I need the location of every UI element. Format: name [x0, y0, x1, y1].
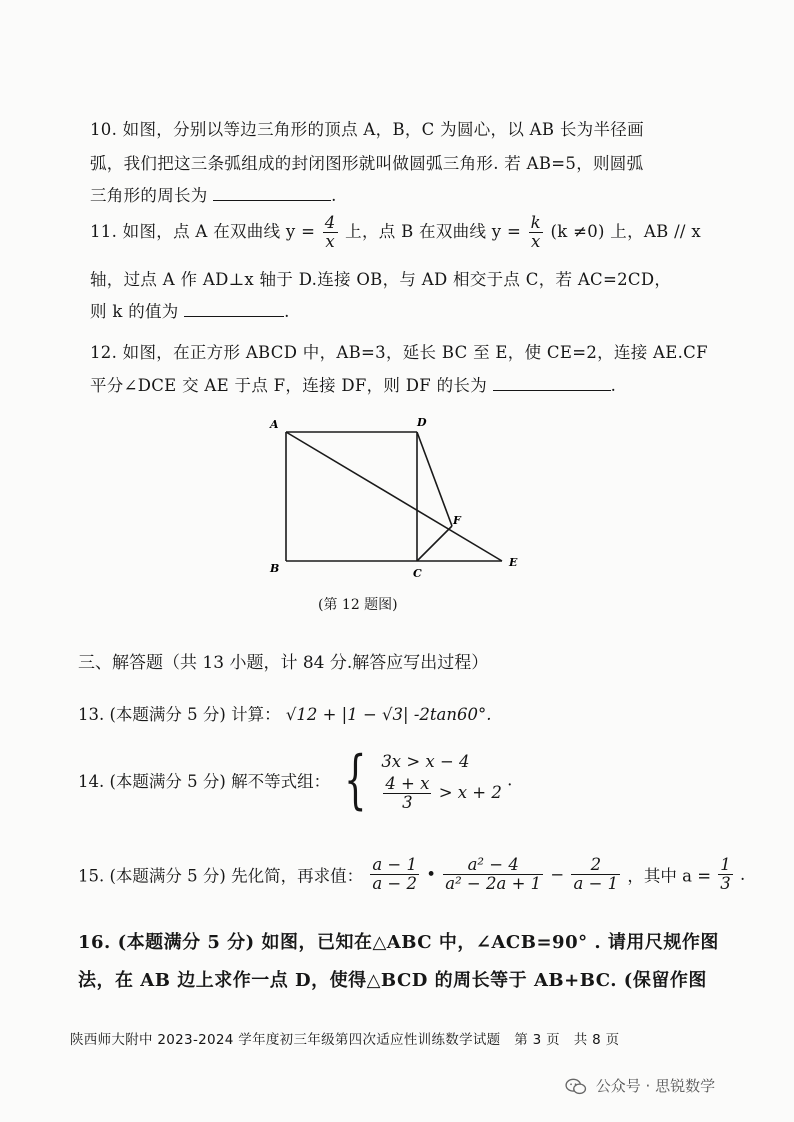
label-b: B [270, 562, 280, 575]
q15-frac4 [718, 856, 733, 893]
q11-line2: 轴，过点 A 作 AD⊥x 轴于 D.连接 OB，与 AD 相交于点 C，若 AC=2CD， [90, 270, 672, 289]
section-three-title: 三、解答题（共 13 小题，计 84 分.解答应写出过程） [78, 653, 489, 673]
q11-line3-text: 则 k 的值为 [90, 302, 179, 321]
watermark [565, 1075, 715, 1096]
q12-line2-text: 平分∠DCE 交 AE 于点 F，连接 DF，则 DF 的长为 [90, 376, 488, 395]
q11-frac1-num: 4 [324, 213, 336, 232]
q15-frac3-num: 2 [571, 856, 620, 875]
q14-ineq1: 3x > x − 4 [381, 751, 470, 771]
q15-frac2-num: a² − 4 [443, 856, 543, 875]
q14-brace: { [344, 743, 367, 817]
q13 [78, 701, 492, 725]
q12-line2 [90, 374, 616, 398]
q14-ineq2-fraction [383, 775, 431, 812]
q15 [78, 856, 745, 893]
q11-frac2-den: x [530, 232, 541, 251]
q15-frac2-den: a² − 2a + 1 [445, 874, 542, 893]
q11-mid: 上，点 B 在双曲线 y = [345, 222, 522, 241]
q12-line1: 12. 如图，在正方形 ABCD 中，AB=3，延长 BC 至 E，使 CE=2，连接 AE.CF [90, 343, 708, 362]
q15-frac1-num: a − 1 [372, 855, 417, 874]
label-f: F [453, 514, 461, 527]
q13-pre: 13. (本题满分 5 分) 计算： [78, 705, 281, 724]
q15-frac1-den: a − 2 [372, 874, 417, 893]
q12-answer-blank[interactable] [493, 374, 611, 391]
q14-system [381, 749, 502, 812]
q11-line3-end: . [284, 302, 290, 321]
q14-ineq2-den: 3 [402, 792, 413, 812]
q15-frac3 [571, 856, 620, 893]
q10-line2: 弧，我们把这三条弧组成的封闭图形就叫做圆弧三角形. 若 AB=5，则圆弧 [90, 154, 644, 173]
q11-post: (k ≠0) 上，AB // x [550, 222, 701, 241]
q10-answer-blank[interactable] [213, 184, 331, 201]
q15-mid: ，其中 a = [627, 866, 712, 886]
q13-expression: √12 + |1 − √3| -2tan60°. [285, 705, 492, 724]
q10-line1: 10. 如图，分别以等边三角形的顶点 A，B，C 为圆心，以 AB 长为半径画 [90, 120, 644, 139]
q14-ineq2 [381, 775, 502, 812]
q14-ineq2-num: 4 + x [385, 773, 430, 793]
q15-frac1 [370, 856, 419, 893]
q11-line3 [90, 300, 290, 324]
q11-fraction-4-over-x [323, 214, 338, 251]
segment-ae [286, 432, 502, 561]
q12-figure [260, 410, 530, 590]
page-footer: 陕西师大附中 2023-2024 学年度初三年级第四次适应性训练数学试题 第 3 页 共 8 页 [70, 1032, 620, 1048]
watermark-text: 公众号 · 思锐数学 [595, 1077, 716, 1095]
segment-df [417, 432, 452, 526]
q15-minus: − [550, 865, 565, 884]
q15-frac4-num: 1 [720, 855, 731, 874]
q15-frac3-den: a − 1 [573, 874, 619, 893]
q14 [78, 743, 513, 817]
q15-dot: • [426, 865, 436, 884]
label-a: A [270, 418, 279, 431]
q16-line2: 法，在 AB 边上求作一点 D，使得△BCD 的周长等于 AB+BC. (保留作图 [78, 970, 707, 991]
label-d: D [417, 416, 427, 429]
label-c: C [413, 567, 422, 580]
q15-frac2 [443, 856, 543, 893]
q14-end: . [507, 770, 513, 790]
q15-frac4-den: 3 [720, 874, 731, 893]
wechat-icon [565, 1078, 587, 1096]
segment-cf [417, 526, 452, 561]
q14-ineq2-rhs: > x + 2 [438, 782, 502, 802]
q12-line2-end: . [610, 376, 617, 395]
q11-frac1-den: x [325, 232, 335, 251]
q15-pre: 15. (本题满分 5 分) 先化简，再求值： [78, 866, 364, 886]
q11-answer-blank[interactable] [184, 300, 284, 317]
q11-pre: 11. 如图，点 A 在双曲线 y = [90, 222, 316, 241]
q16-line1: 16. (本题满分 5 分) 如图，已知在△ABC 中，∠ACB=90° . 请用尺规作图 [78, 932, 719, 953]
q10-line3-text: 三角形的周长为 [90, 186, 208, 205]
q11-fraction-k-over-x [529, 214, 543, 251]
q11-frac2-num: k [530, 213, 541, 232]
label-e: E [509, 556, 518, 569]
q10-line3 [90, 184, 337, 208]
q14-pre: 14. (本题满分 5 分) 解不等式组： [78, 772, 331, 791]
q12-figure-caption: (第 12 题图) [318, 597, 398, 613]
q11-line1 [90, 214, 701, 251]
q15-end: . [740, 865, 746, 884]
q10-line3-end: . [331, 186, 337, 205]
